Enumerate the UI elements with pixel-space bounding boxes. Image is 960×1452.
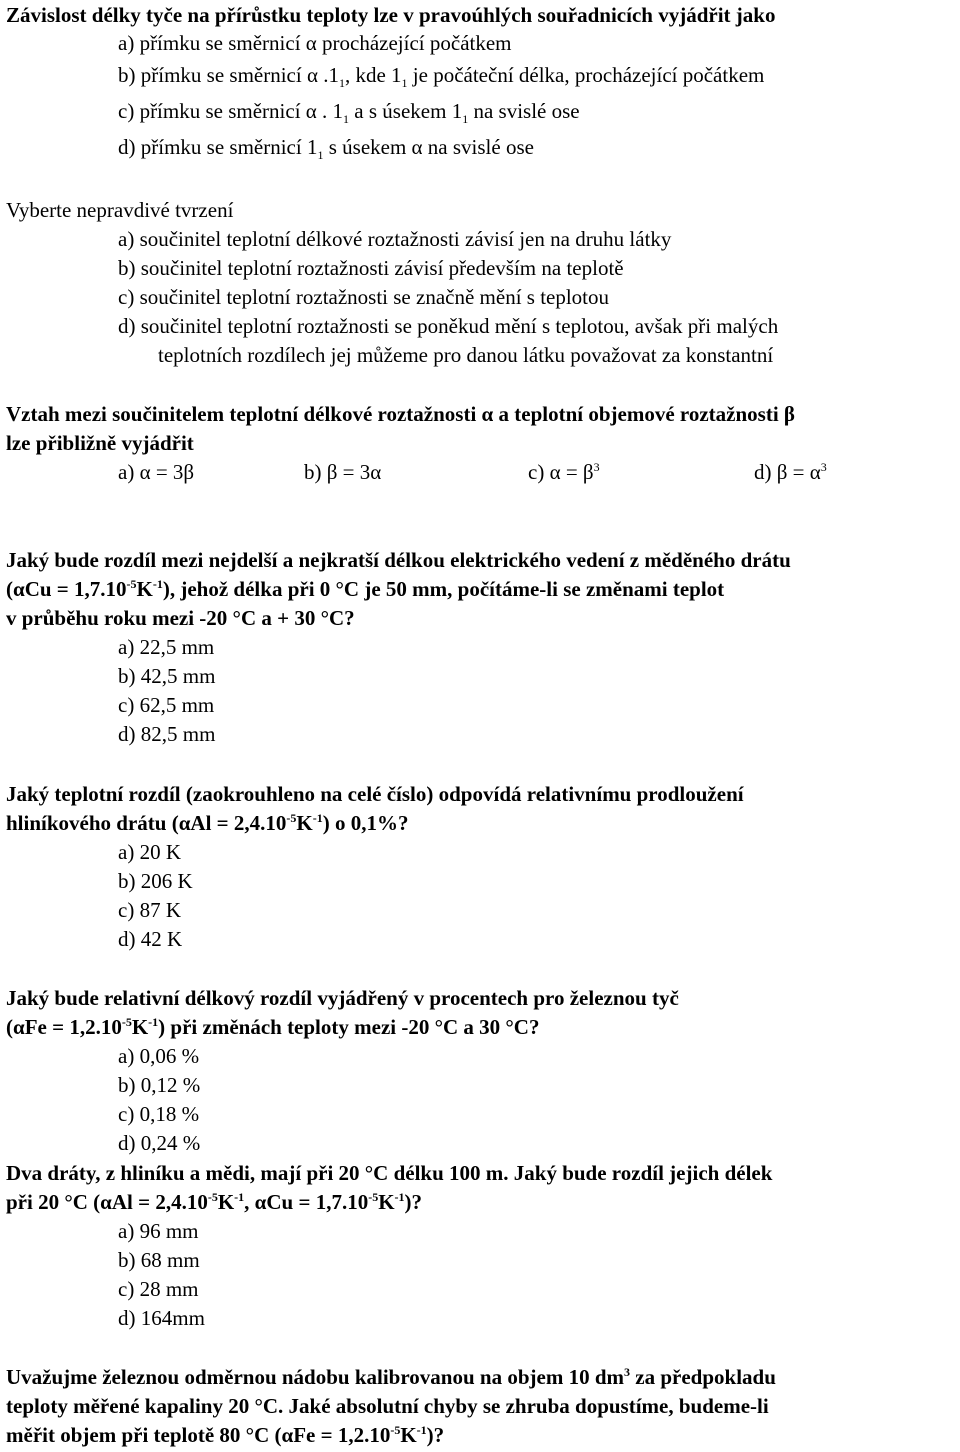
q4-option-c: c) 62,5 mm	[118, 693, 215, 717]
q5-option-a: a) 20 K	[118, 840, 181, 864]
q4-option-a: a) 22,5 mm	[118, 635, 215, 659]
q3-options	[118, 459, 827, 485]
q4-option-b: b) 42,5 mm	[118, 664, 216, 688]
q1-option-c: c) přímku se směrnicí α . $1_1$ a s úsekem $1_1$ na svislé ose	[118, 99, 580, 127]
question-6-text-line2: $(\alpha Fe = 1,2.10^{-5}K^{-1})$ při změnách teploty mezi -20 °C a 30 °C?	[6, 1015, 540, 1039]
q1-option-d: d) přímku se směrnicí $1_1$ s úsekem α na svislé ose	[118, 135, 534, 163]
question-1-text: Závislost délky tyče na přírůstku teploty lze v pravoúhlých souřadnicích vyjádřit jako	[6, 3, 776, 27]
question-3-text-continued: lze přibližně vyjádřit	[6, 431, 194, 455]
question-3-text: Vztah mezi součinitelem teplotní délkové roztažnosti α a teplotní objemové roztažnosti β	[6, 402, 795, 426]
q3-option-d: d) $\beta = \alpha^3$	[754, 460, 827, 484]
question-7-text-line2: při 20 °C ($\alpha Al = 2,4.10^{-5}K^{-1}$, $\alpha Cu = 1,7.10^{-5}K^{-1}$)?	[6, 1190, 423, 1214]
q2-option-c: c) součinitel teplotní roztažnosti se značně mění s teplotou	[118, 285, 610, 309]
q1-option-b: b) přímku se směrnicí α $.1_1$, kde $1_1$ je počáteční délka, procházející počátkem	[118, 63, 765, 91]
question-4-text-line2: $(\alpha Cu = 1,7.10^{-5}K^{-1})$, jehož délka při 0 °C je 50 mm, počítáme-li se změnami teplot	[6, 577, 725, 601]
question-6-text: Jaký bude relativní délkový rozdíl vyjádřený v procentech pro železnou tyč	[6, 986, 679, 1010]
q6-option-b: b) 0,12 %	[118, 1073, 201, 1097]
question-8-text: Uvažujme železnou odměrnou nádobu kalibrovanou na objem 10 $dm^3$ za předpokladu	[6, 1365, 776, 1389]
question-4-text-line3: v průběhu roku mezi -20 °C a + 30 °C?	[6, 606, 355, 630]
question-5-text-line2: hliníkového drátu $(\alpha Al = 2,4.10^{-5}K^{-1})$ o 0,1%?	[6, 811, 409, 835]
q7-option-b: b) 68 mm	[118, 1248, 200, 1272]
q2-option-a: a) součinitel teplotní délkové roztažnosti závisí jen na druhu látky	[118, 227, 672, 251]
q6-option-a: a) 0,06 %	[118, 1044, 200, 1068]
question-4-text: Jaký bude rozdíl mezi nejdelší a nejkratší délkou elektrického vedení z měděného drátu	[6, 548, 791, 572]
q7-option-a: a) 96 mm	[118, 1219, 199, 1243]
question-7-text: Dva dráty, z hliníku a mědi, mají při 20 °C délku 100 m. Jaký bude rozdíl jejich délek	[6, 1161, 773, 1185]
question-8-text-line3: měřit objem při teplotě 80 °C $(\alpha Fe = 1,2.10^{-5}K^{-1})$?	[6, 1423, 445, 1447]
q5-option-b: b) 206 K	[118, 869, 193, 893]
q7-option-c: c) 28 mm	[118, 1277, 199, 1301]
q3-option-c: c) $\alpha = \beta^3$	[528, 460, 600, 484]
q3-option-b: b) β = 3α	[304, 460, 382, 484]
q6-option-c: c) 0,18 %	[118, 1102, 200, 1126]
q2-option-d: d) součinitel teplotní roztažnosti se poněkud mění s teplotou, avšak při malých	[118, 314, 779, 338]
q1-option-a: a) přímku se směrnicí α procházející počátkem	[118, 31, 512, 55]
q2-option-d-continued: teplotních rozdílech jej můžeme pro danou látku považovat za konstantní	[158, 343, 774, 367]
q3-option-a: a) α = 3β	[118, 460, 195, 484]
q6-option-d: d) 0,24 %	[118, 1131, 201, 1155]
q4-option-d: d) 82,5 mm	[118, 722, 216, 746]
q5-option-c: c) 87 K	[118, 898, 181, 922]
question-2-text: Vyberte nepravdivé tvrzení	[6, 198, 234, 222]
q7-option-d: d) 164mm	[118, 1306, 205, 1330]
q5-option-d: d) 42 K	[118, 927, 183, 951]
q2-option-b: b) součinitel teplotní roztažnosti závisí především na teplotě	[118, 256, 624, 280]
question-8-text-line2: teploty měřené kapaliny 20 °C. Jaké absolutní chyby se zhruba dopustíme, budeme-li	[6, 1394, 769, 1418]
question-5-text: Jaký teplotní rozdíl (zaokrouhleno na celé číslo) odpovídá relativnímu prodloužení	[6, 782, 744, 806]
